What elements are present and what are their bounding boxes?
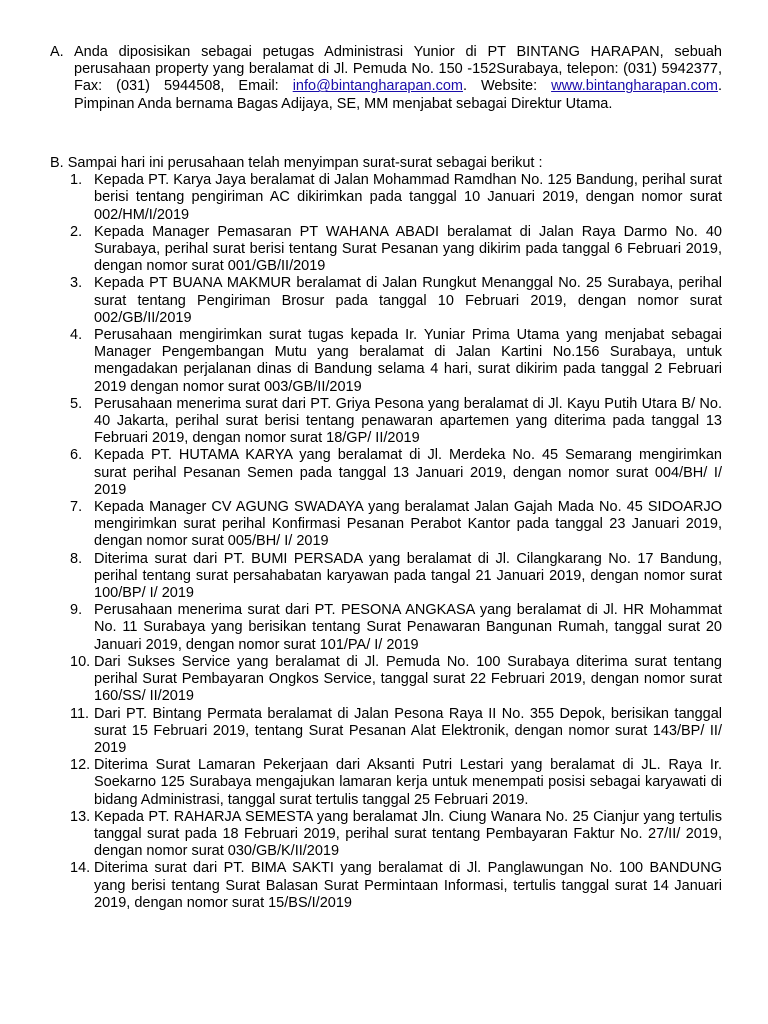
list-item — [70, 447, 722, 499]
list-item — [70, 396, 722, 448]
letters-list — [50, 172, 722, 912]
list-item — [70, 757, 722, 809]
section-b-heading — [50, 155, 722, 172]
list-item — [70, 275, 722, 327]
list-item-number: 12. — [70, 757, 91, 774]
list-item-text: Perusahaan menerima surat dari PT. PESONA ANGKASA yang beralamat di Jl. HR Mohammat No. 11 Surabaya yang berisikan tentang Surat Penawaran Bangunan Rumah, tanggal surat 20 Januari 2019, dengan nomor surat 101/PA/ I/ 2019 — [94, 602, 722, 653]
section-b-intro: Sampai hari ini perusahaan telah menyimpan surat-surat sebagai berikut : — [67, 155, 543, 171]
section-a-text-2: . Website: — [463, 78, 552, 95]
list-item-text: Kepada PT. RAHARJA SEMESTA yang beralamat Jln. Ciung Wanara No. 25 Cianjur yang tertulis tanggal surat pada 18 Februari 2019, perihal surat tentang Pembayaran Faktur No. 27/II/ 2019, dengan nomor surat 030/GB/K/II/2019 — [94, 808, 722, 860]
list-item-number: 10. — [70, 653, 91, 670]
list-item — [70, 172, 722, 224]
section-a-marker: A. — [50, 44, 64, 60]
list-item-text: Kepada Manager Pemasaran PT WAHANA ABADI beralamat di Jalan Raya Darmo No. 40 Surabaya, perihal surat berisi tentang Surat Pesanan yang dikirim pada tanggal 6 Februari 2019, dengan nomor surat 001/GB/II/2019 — [94, 223, 722, 275]
list-item-text: Diterima Surat Lamaran Pekerjaan dari Aksanti Putri Lestari yang beralamat di JL. Raya Ir. Soekarno 125 Surabaya mengajukan lamaran kerja untuk menempati posisi sebagai karyawati di bidang Administrasi, tanggal surat tertulis tanggal 25 Februari 2019. — [94, 757, 722, 808]
list-item-number: 5. — [70, 395, 83, 412]
list-item-text: Kepada PT. HUTAMA KARYA yang beralamat di Jl. Merdeka No. 45 Semarang mengirimkan surat perihal Pesanan Semen pada tanggal 13 Januari 2019, dengan nomor surat 004/BH/ I/ 2019 — [94, 447, 722, 498]
section-a-row — [50, 44, 722, 113]
list-item-text: Diterima surat dari PT. BUMI PERSADA yang beralamat di Jl. Cilangkarang No. 17 Bandung, perihal tentang surat persahabatan karyawan pada tangal 21 Januari 2019, dengan nomor surat 100/BP/ I/ 2019 — [94, 550, 722, 602]
section-a-text-1: Anda diposisikan sebagai petugas Administrasi Yunior di PT BINTANG HARAPAN, sebuah perusahaan property yang beralamat di Jl. Pemuda No. 150 -152Surabaya, telepon: (031) 5942377, Fax: (031) 5944508, Email: — [74, 44, 722, 95]
list-item-text: Perusahaan mengirimkan surat tugas kepada Ir. Yuniar Prima Utama yang menjabat sebagai Manager Pengembangan Mutu yang beralamat di Jalan Kartini No.156 Surabaya, untuk mengadakan perjalanan dinas di Bandung selama 4 hari, surat dikirim pada tanggal 2 Februari 2019 dengan nomor surat 003/GB/II/2019 — [94, 327, 722, 395]
section-b — [50, 155, 722, 912]
list-item — [70, 499, 722, 551]
list-item-number: 2. — [70, 223, 83, 240]
list-item-text: Kepada PT. Karya Jaya beralamat di Jalan Mohammad Ramdhan No. 125 Bandung, perihal surat berisi tentang pengiriman AC dikirimkan pada tanggal 10 Januari 2019, dengan nomor surat 002/HM/I/2019 — [94, 172, 722, 223]
list-item — [70, 551, 722, 603]
list-item-number: 6. — [70, 447, 83, 464]
list-item-text: Dari PT. Bintang Permata beralamat di Jalan Pesona Raya II No. 355 Depok, berisikan tanggal surat 15 Februari 2019, tentang Surat Pesanan Alat Elektronik, dengan nomor surat 143/BP/ II/ 2019 — [94, 705, 722, 756]
section-a-text-3: . Pimpinan Anda bernama Bagas Adijaya, SE, MM menjabat sebagai Direktur Utama. — [74, 78, 722, 112]
list-item-number: 4. — [70, 327, 83, 344]
list-item-number: 7. — [70, 499, 83, 516]
list-item — [70, 327, 722, 396]
list-item — [70, 224, 722, 276]
list-item-number: 11. — [70, 705, 90, 722]
list-item-number: 13. — [70, 808, 91, 825]
email-link[interactable]: info@bintangharapan.com — [292, 78, 463, 95]
list-item — [70, 860, 722, 912]
list-item-text: Kepada Manager CV AGUNG SWADAYA yang beralamat Jalan Gajah Mada No. 45 SIDOARJO mengirimkan surat perihal Konfirmasi Pesanan Perabot Kantor pada tanggal 23 Januari 2019, dengan nomor surat 005/BH/ I/ 2019 — [94, 499, 722, 550]
section-a-paragraph — [74, 44, 722, 113]
list-item-text: Kepada PT BUANA MAKMUR beralamat di Jalan Rungkut Menanggal No. 25 Surabaya, perihal surat tentang Pengiriman Brosur pada tanggal 10 Februari 2019, dengan nomor surat 002/GB/II/2019 — [94, 275, 722, 326]
list-item-number: 14. — [70, 860, 91, 877]
section-b-marker: B. — [50, 155, 64, 171]
list-item-text: Dari Sukses Service yang beralamat di Jl. Pemuda No. 100 Surabaya diterima surat tentang perihal Surat Pembayaran Ongkos Service, tanggal surat 22 Februari 2019, dengan nomor surat 160/SS/ II/2019 — [94, 653, 722, 705]
list-item-text: Perusahaan menerima surat dari PT. Griya Pesona yang beralamat di Jl. Kayu Putih Utara B/ No. 40 Jakarta, perihal surat berisi tentang penawaran apartemen yang diterima pada tanggal 13 Februari 2019, dengan nomor surat 18/GP/ II/2019 — [94, 395, 722, 447]
list-item-number: 3. — [70, 275, 83, 292]
list-item — [70, 809, 722, 861]
website-link[interactable]: www.bintangharapan.com — [551, 78, 718, 95]
list-item-text: Diterima surat dari PT. BIMA SAKTI yang beralamat di Jl. Panglawungan No. 100 BANDUNG yang berisi tentang Surat Balasan Surat Permintaan Informasi, tertulis tanggal surat 14 Januari 2019, dengan nomor surat 15/BS/I/2019 — [94, 860, 722, 911]
list-item-number: 8. — [70, 550, 83, 567]
list-item — [70, 654, 722, 706]
list-item — [70, 602, 722, 654]
list-item-number: 1. — [70, 172, 83, 189]
section-a — [50, 44, 722, 113]
list-item-number: 9. — [70, 602, 83, 619]
list-item — [70, 706, 722, 758]
